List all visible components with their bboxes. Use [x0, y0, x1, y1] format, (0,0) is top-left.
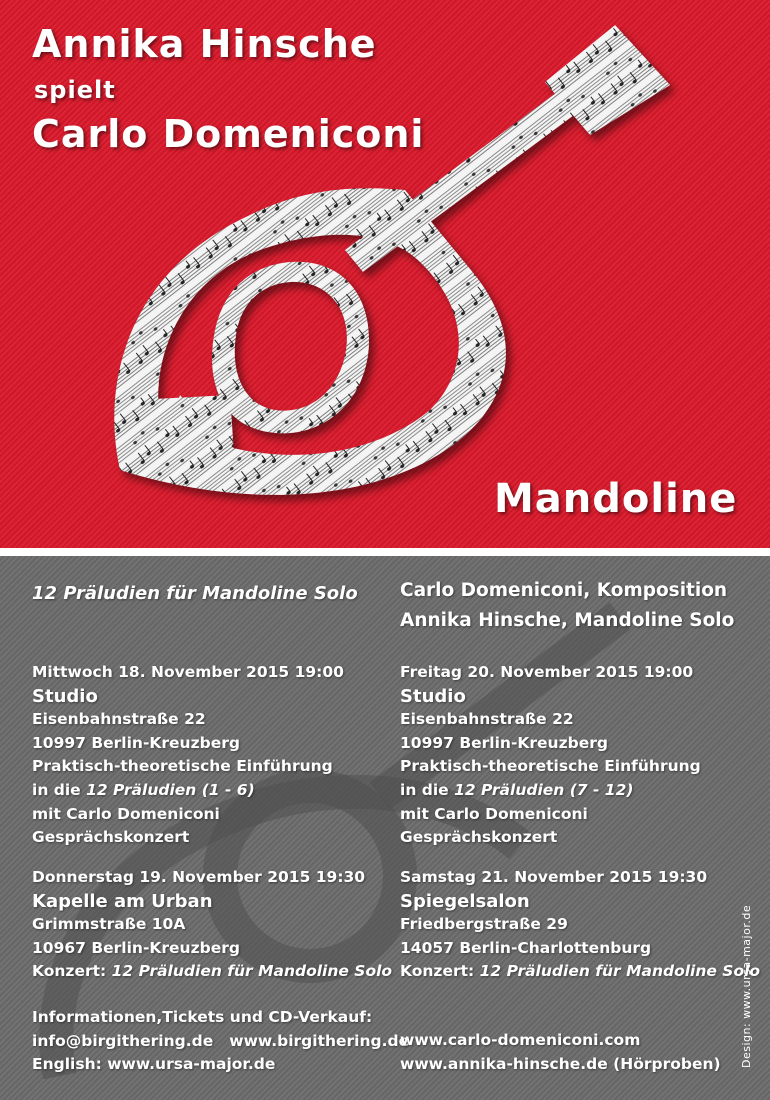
- event-venue: Spiegelsalon: [400, 890, 530, 912]
- event-street: Grimmstraße 10A: [32, 915, 186, 934]
- event-street: Friedbergstraße 29: [400, 915, 568, 934]
- event-line1: Praktisch-theoretische Einführung: [400, 757, 701, 776]
- event-date: Samstag 21. November 2015 19:30: [400, 868, 708, 886]
- info-heading: Informationen,Tickets und CD-Verkauf:: [32, 1008, 373, 1026]
- event-line1: [400, 960, 760, 984]
- divider-line: [0, 548, 770, 556]
- event-line3: mit Carlo Domeniconi: [32, 804, 220, 823]
- credit-composition: Carlo Domeniconi, Komposition: [400, 580, 728, 601]
- event-date: Mittwoch 18. November 2015 19:00: [32, 663, 344, 681]
- info-contacts: [32, 1030, 409, 1054]
- event-venue: Studio: [32, 685, 98, 707]
- composer-name: Carlo Domeniconi: [32, 112, 425, 156]
- event-line1-italic: 12 Präludien für Mandoline Solo: [479, 962, 761, 981]
- event-line1-italic: 12 Präludien für Mandoline Solo: [111, 962, 393, 981]
- info-email[interactable]: info@birgithering.de: [32, 1031, 214, 1050]
- performer-name: Annika Hinsche: [32, 22, 377, 66]
- event-saturday: [400, 866, 760, 984]
- composer-website-link[interactable]: www.carlo-domeniconi.com: [400, 1031, 641, 1049]
- poster-top-panel: [0, 0, 770, 548]
- event-line2: [400, 779, 701, 803]
- event-street: Eisenbahnstraße 22: [400, 710, 574, 729]
- event-line3: mit Carlo Domeniconi: [400, 804, 588, 823]
- event-date: Donnerstag 19. November 2015 19:30: [32, 868, 366, 886]
- event-street: Eisenbahnstraße 22: [32, 710, 206, 729]
- event-venue: Studio: [400, 685, 466, 707]
- performer-website-link[interactable]: www.annika-hinsche.de (Hörproben): [400, 1054, 721, 1073]
- event-city: 10967 Berlin-Kreuzberg: [32, 938, 240, 957]
- design-credit: Design: www.ursa-major.de: [740, 904, 753, 1068]
- artist-links: [400, 1029, 721, 1076]
- event-line4: Gesprächskonzert: [32, 828, 190, 847]
- event-line1-prefix: Konzert:: [400, 962, 480, 981]
- event-venue: Kapelle am Urban: [32, 890, 213, 912]
- program-work-title: 12 Präludien für Mandoline Solo: [32, 583, 358, 604]
- event-line2: [32, 779, 344, 803]
- event-city: 10997 Berlin-Kreuzberg: [32, 733, 240, 752]
- event-line2-italic: 12 Präludien (7 - 12): [454, 780, 634, 799]
- info-block: [32, 1006, 409, 1077]
- event-line2-prefix: in die: [32, 780, 87, 799]
- event-date: Freitag 20. November 2015 19:00: [400, 663, 694, 681]
- event-line1: Praktisch-theoretische Einführung: [32, 757, 333, 776]
- poster-bottom-panel: [0, 556, 770, 1100]
- event-line1: [32, 960, 392, 984]
- event-line4: Gesprächskonzert: [400, 828, 558, 847]
- instrument-title: Mandoline: [494, 476, 738, 522]
- verb-label: spielt: [34, 76, 116, 104]
- event-thursday: [32, 866, 392, 984]
- program-credits: [400, 576, 734, 636]
- event-line1-prefix: Konzert:: [32, 962, 112, 981]
- event-line2-italic: 12 Präludien (1 - 6): [86, 780, 255, 799]
- event-friday: [400, 661, 701, 850]
- event-city: 10997 Berlin-Kreuzberg: [400, 733, 608, 752]
- credit-mandoline: Annika Hinsche, Mandoline Solo: [400, 610, 735, 631]
- info-english-link[interactable]: English: www.ursa-major.de: [32, 1055, 276, 1074]
- event-city: 14057 Berlin-Charlottenburg: [400, 938, 652, 957]
- info-website[interactable]: www.birgithering.de: [229, 1031, 410, 1050]
- event-wednesday: [32, 661, 344, 850]
- event-line2-prefix: in die: [400, 780, 455, 799]
